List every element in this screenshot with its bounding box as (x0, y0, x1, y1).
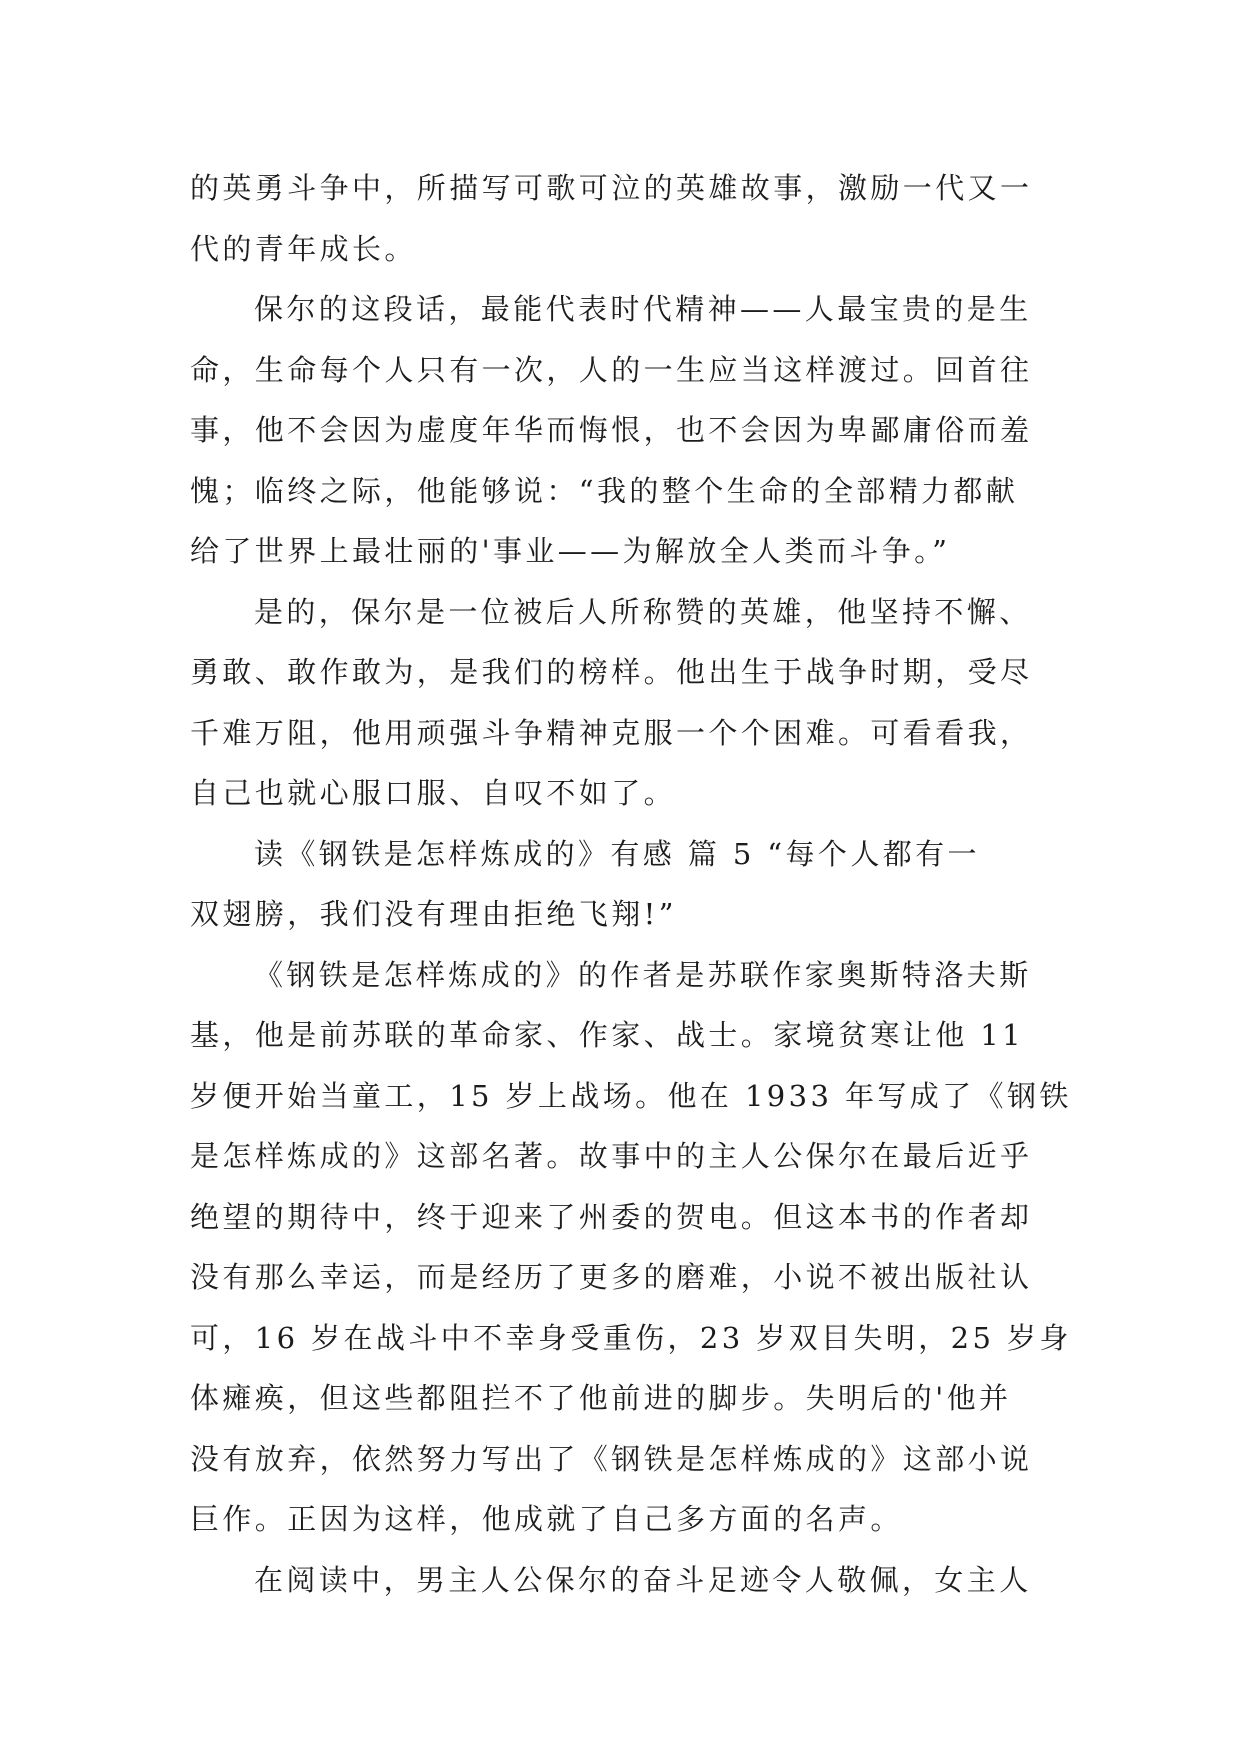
text-line: 给了世界上最壮丽的'事业——为解放全人类而斗争。” (190, 534, 951, 568)
text-line: 可，16 岁在战斗中不幸身受重伤，23 岁双目失明，25 岁身 (190, 1320, 1072, 1355)
text-line: 没有那么幸运，而是经历了更多的磨难，小说不被出版社认 (190, 1260, 1033, 1294)
text-line: 没有放弃，依然努力写出了《钢铁是怎样炼成的》这部小说 (190, 1441, 1033, 1476)
document-body-text (190, 158, 1072, 1610)
text-line: 勇敢、敢作敢为，是我们的榜样。他出生于战争时期，受尽 (190, 655, 1033, 689)
text-line: 的英勇斗争中，所描写可歌可泣的英雄故事，激励一代又一 (190, 171, 1033, 205)
text-line: 体瘫痪，但这些都阻拦不了他前进的脚步。失明后的'他并 (190, 1381, 1012, 1415)
text-line: 千难万阻，他用顽强斗争精神克服一个个困难。可看看我， (190, 715, 1033, 750)
text-line: 是的，保尔是一位被后人所称赞的英雄，他坚持不懈、 (254, 594, 1032, 629)
text-line: 《钢铁是怎样炼成的》的作者是苏联作家奥斯特洛夫斯 (254, 957, 1032, 992)
text-line: 命，生命每个人只有一次，人的一生应当这样渡过。回首往 (190, 352, 1033, 387)
text-line: 绝望的期待中，终于迎来了州委的贺电。但这本书的作者却 (190, 1199, 1033, 1234)
text-line: 自己也就心服口服、自叹不如了。 (190, 776, 677, 810)
text-line: 事，他不会因为虚度年华而悔恨，也不会因为卑鄙庸俗而羞 (190, 413, 1033, 447)
text-line: 在阅读中，男主人公保尔的奋斗足迹令人敬佩，女主人 (254, 1562, 1032, 1597)
text-line: 读《钢铁是怎样炼成的》有感 篇 5 “每个人都有一 (254, 836, 980, 871)
text-line: 保尔的这段话，最能代表时代精神——人最宝贵的是生 (254, 292, 1032, 326)
text-line: 代的青年成长。 (190, 231, 417, 266)
text-line: 巨作。正因为这样，他成就了自己多方面的名声。 (190, 1502, 903, 1536)
text-line: 双翅膀，我们没有理由拒绝飞翔!” (190, 897, 677, 931)
text-line: 愧；临终之际，他能够说：“我的整个生命的全部精力都献 (190, 473, 1019, 508)
text-line: 基，他是前苏联的革命家、作家、战士。家境贫寒让他 11 (190, 1018, 1024, 1052)
text-line: 是怎样炼成的》这部名著。故事中的主人公保尔在最后近乎 (190, 1139, 1033, 1173)
text-line: 岁便开始当童工，15 岁上战场。他在 1933 年写成了《钢铁 (190, 1078, 1072, 1113)
